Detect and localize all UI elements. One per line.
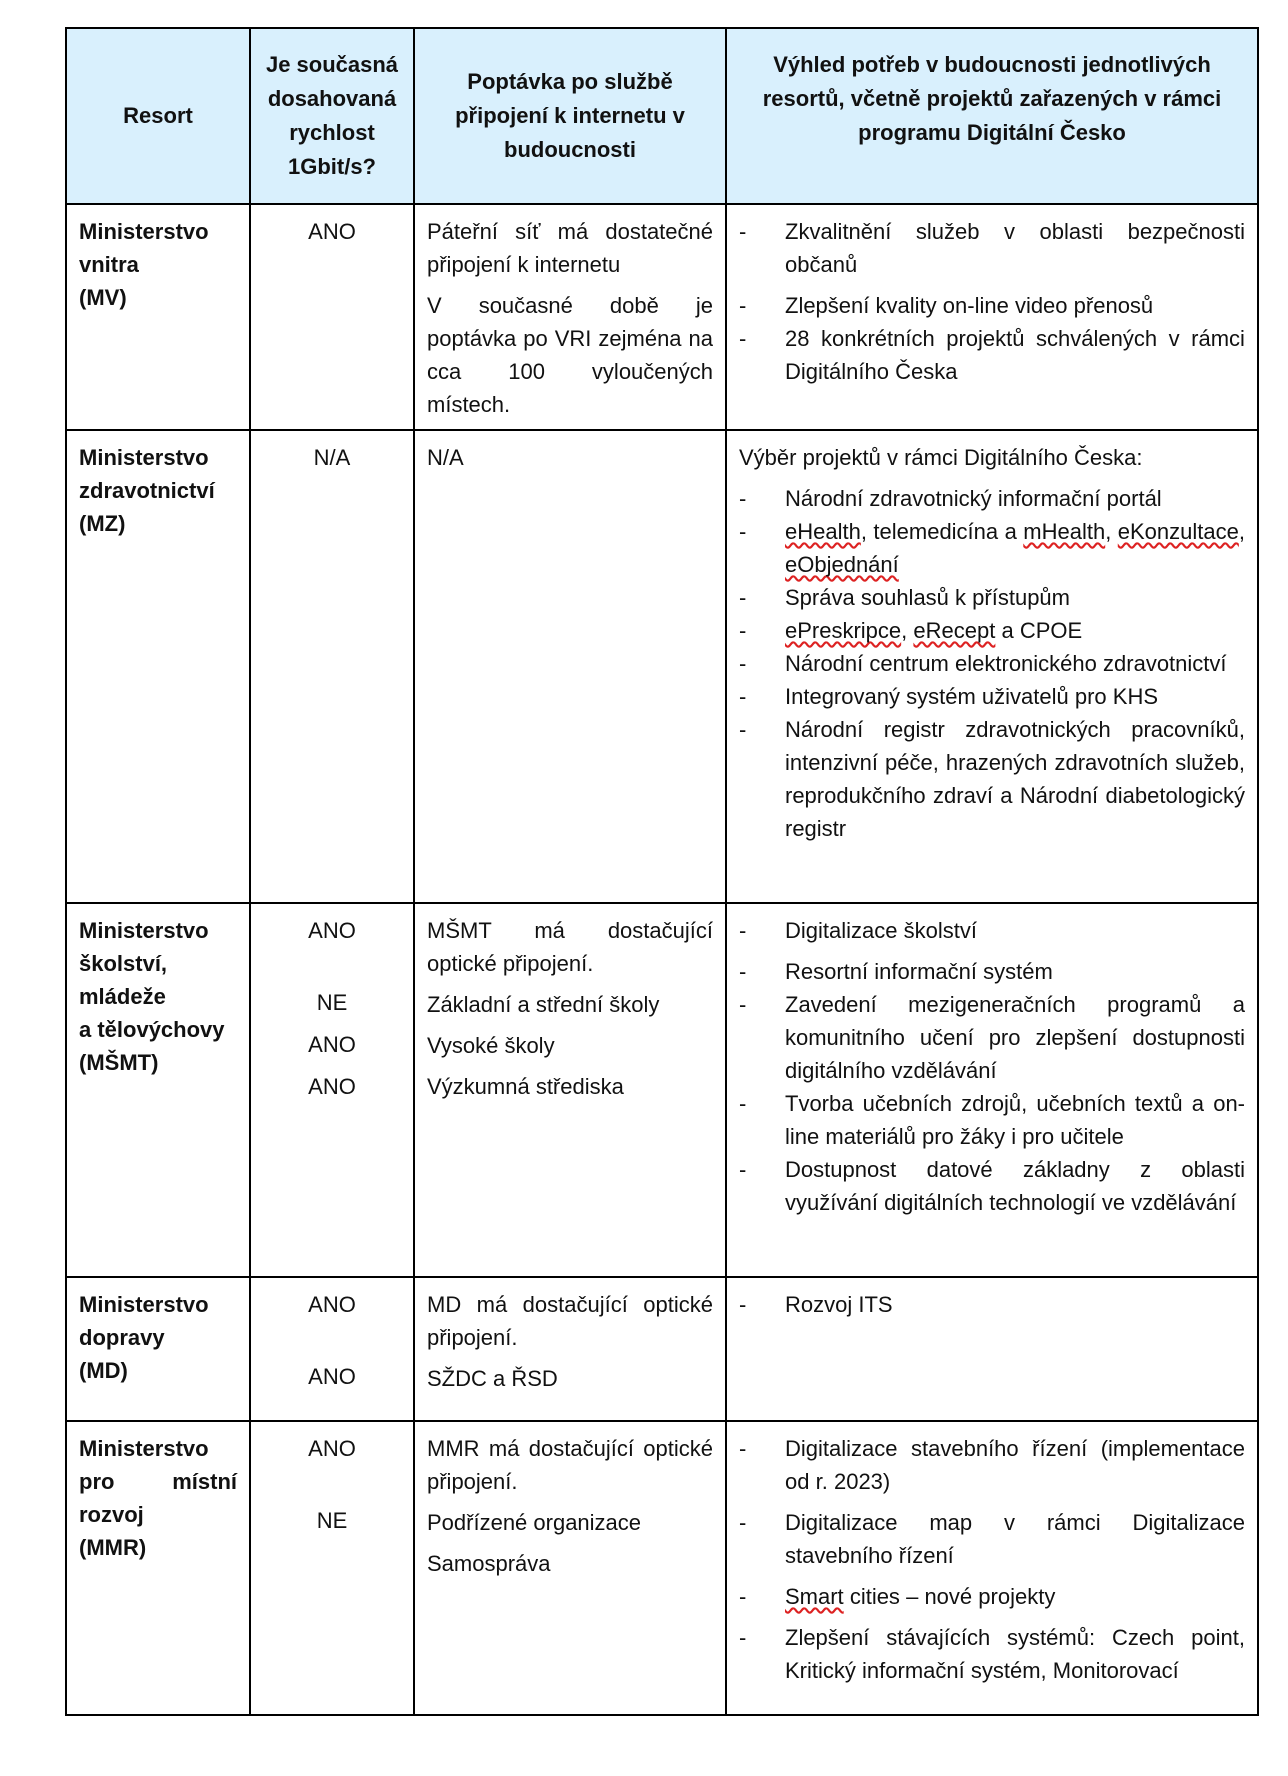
outlook-item-text: Zlepšení stávajících systémů: Czech point, Kritický informační systém, Monitorovací [785, 1625, 1245, 1683]
resort-cell [66, 903, 250, 1277]
spellcheck-mark: eKonzultace [1117, 519, 1239, 544]
resort-name-line: (MŠMT) [79, 1050, 159, 1075]
demand-cell [414, 1421, 726, 1715]
resort-name-line: Ministerstvo [79, 219, 209, 244]
list-item [739, 322, 1245, 388]
list-item [739, 614, 1245, 647]
ministries-table [65, 27, 1259, 1716]
dash-bullet-icon: - [739, 992, 747, 1017]
outlook-item-text: Národní zdravotnický informační portál [785, 486, 1162, 511]
header-demand: Poptávka po službě připojení k internetu v budoucnosti [414, 28, 726, 204]
demand-text: MD má dostačující optické připojení. [427, 1292, 713, 1350]
resort-name-line: mládeže [79, 984, 166, 1009]
dash-bullet-icon: - [739, 1292, 747, 1317]
speed-value: NE [316, 1508, 348, 1533]
demand-text: Podřízené organizace [427, 1510, 642, 1535]
outlook-item-text: Digitalizace školství [785, 918, 977, 943]
list-item [739, 1087, 1245, 1153]
speed-value: ANO [308, 219, 356, 244]
dash-bullet-icon: - [739, 918, 747, 943]
list-item [739, 1288, 1245, 1321]
outlook-intro: Výběr projektů v rámci Digitálního Česka: [739, 445, 1143, 470]
outlook-list [739, 914, 1245, 1219]
demand-text: MMR má dostačující optické připojení. [427, 1436, 713, 1494]
outlook-item-text: Resortní informační systém [785, 959, 1053, 984]
spellcheck-mark: Smart [785, 1584, 844, 1609]
outlook-list [739, 482, 1245, 845]
outlook-list [739, 215, 1245, 388]
dash-bullet-icon: - [739, 959, 747, 984]
list-item [739, 713, 1245, 845]
speed-value: ANO [308, 1292, 356, 1317]
outlook-item-text: Digitalizace map v rámci Digitalizace stavebního řízení [785, 1510, 1245, 1568]
resort-name-line: a tělovýchovy [79, 1017, 225, 1042]
outlook-cell [726, 204, 1258, 430]
dash-bullet-icon: - [739, 519, 747, 544]
dash-bullet-icon: - [739, 1091, 747, 1116]
speed-cell [250, 204, 414, 430]
outlook-item-text: Zavedení mezigeneračních programů a komunitního učení pro zlepšení dostupnosti digitálního vzdělávání [785, 992, 1245, 1083]
outlook-item-text: Národní registr zdravotnických pracovníků, intenzivní péče, hrazených zdravotních služeb, reprodukčního zdraví a Národní diabetologický registr [785, 717, 1245, 841]
demand-text: MŠMT má dostačující optické připojení. [427, 918, 713, 976]
dash-bullet-icon: - [739, 1157, 747, 1182]
resort-name-line: Ministerstvo [79, 1436, 209, 1461]
outlook-item-text: Smart cities – nové projekty [785, 1584, 1056, 1609]
demand-cell [414, 1277, 726, 1421]
spellcheck-mark: eRecept [913, 618, 996, 643]
resort-name-line: Ministerstvo [79, 445, 209, 470]
speed-cell [250, 1421, 414, 1715]
resort-name-line: Ministerstvo [79, 1292, 209, 1317]
list-item [739, 289, 1245, 322]
list-item [739, 955, 1245, 988]
dash-bullet-icon: - [739, 293, 747, 318]
speed-value: NE [316, 990, 348, 1015]
resort-name-line: (MD) [79, 1358, 128, 1383]
outlook-item-text: Integrovaný systém uživatelů pro KHS [785, 684, 1159, 709]
list-item [739, 515, 1245, 581]
resort-cell [66, 1277, 250, 1421]
speed-value: ANO [308, 1436, 356, 1461]
demand-text: Vysoké školy [427, 1033, 555, 1058]
table-row [66, 903, 1258, 1277]
demand-text: Páteřní síť má dostatečné připojení k internetu [427, 219, 713, 277]
header-speed: Je současná dosahovaná rychlost 1Gbit/s? [250, 28, 414, 204]
demand-cell [414, 903, 726, 1277]
spellcheck-mark: eObjednání [785, 552, 899, 577]
dash-bullet-icon: - [739, 618, 747, 643]
resort-name-line: vnitra [79, 252, 139, 277]
dash-bullet-icon: - [739, 585, 747, 610]
dash-bullet-icon: - [739, 1510, 747, 1535]
speed-cell [250, 903, 414, 1277]
resort-name-line: (MMR) [79, 1535, 147, 1560]
table-row [66, 1421, 1258, 1715]
dash-bullet-icon: - [739, 1625, 747, 1650]
outlook-item-text: Národní centrum elektronického zdravotnictví [785, 651, 1227, 676]
demand-text: Výzkumná střediska [427, 1074, 624, 1099]
list-item [739, 482, 1245, 515]
speed-cell [250, 430, 414, 903]
speed-value: ANO [308, 918, 356, 943]
dash-bullet-icon: - [739, 684, 747, 709]
resort-name-line: dopravy [79, 1325, 165, 1350]
resort-name-line: zdravotnictví [79, 478, 215, 503]
speed-value: ANO [308, 1032, 356, 1057]
speed-cell [250, 1277, 414, 1421]
resort-name-line: rozvoj [79, 1502, 144, 1527]
spellcheck-mark: eHealth [785, 519, 861, 544]
demand-text: Samospráva [427, 1551, 551, 1576]
dash-bullet-icon: - [739, 1436, 747, 1461]
list-item [739, 680, 1245, 713]
resort-cell [66, 430, 250, 903]
outlook-item-text: 28 konkrétních projektů schválených v rámci Digitálního Česka [785, 326, 1245, 384]
demand-cell [414, 204, 726, 430]
resort-name-line: (MV) [79, 285, 127, 310]
list-item [739, 1432, 1245, 1498]
outlook-item-text: Digitalizace stavebního řízení (implementace od r. 2023) [785, 1436, 1245, 1494]
outlook-list [739, 1288, 1245, 1321]
list-item [739, 1153, 1245, 1219]
list-item [739, 215, 1245, 281]
dash-bullet-icon: - [739, 326, 747, 351]
spellcheck-mark: mHealth [1023, 519, 1106, 544]
dash-bullet-icon: - [739, 717, 747, 742]
demand-text: SŽDC a ŘSD [427, 1366, 558, 1391]
resort-cell [66, 204, 250, 430]
list-item [739, 1506, 1245, 1572]
list-item [739, 988, 1245, 1087]
speed-value: N/A [313, 445, 351, 470]
table-row [66, 204, 1258, 430]
list-item [739, 581, 1245, 614]
spellcheck-mark: ePreskripce [785, 618, 902, 643]
list-item [739, 1580, 1245, 1613]
demand-text: V současné době je poptávka po VRI zejména na cca 100 vyloučených místech. [427, 293, 713, 417]
outlook-cell [726, 1421, 1258, 1715]
outlook-cell [726, 430, 1258, 903]
outlook-cell [726, 1277, 1258, 1421]
list-item [739, 1621, 1245, 1687]
outlook-item-text: Tvorba učebních zdrojů, učebních textů a on-line materiálů pro žáky i pro učitele [785, 1091, 1245, 1149]
outlook-item-text: Rozvoj ITS [785, 1292, 893, 1317]
header-row [66, 28, 1258, 204]
dash-bullet-icon: - [739, 1584, 747, 1609]
dash-bullet-icon: - [739, 486, 747, 511]
demand-text: N/A [427, 445, 464, 470]
outlook-item-text: ePreskripce, eRecept a CPOE [785, 618, 1083, 643]
outlook-item-text: eHealth, telemedicína a mHealth, eKonzultace, eObjednání [785, 519, 1245, 577]
resort-name-line: školství, [79, 951, 168, 976]
demand-cell [414, 430, 726, 903]
table-row [66, 1277, 1258, 1421]
outlook-item-text: Správa souhlasů k přístupům [785, 585, 1070, 610]
list-item [739, 647, 1245, 680]
outlook-item-text: Zkvalitnění služeb v oblasti bezpečnosti občanů [785, 219, 1245, 277]
resort-name-line: Ministerstvo [79, 918, 209, 943]
outlook-item-text: Dostupnost datové základny z oblasti využívání digitálních technologií ve vzdělávání [785, 1157, 1245, 1215]
dash-bullet-icon: - [739, 651, 747, 676]
speed-value: ANO [308, 1074, 356, 1099]
resort-name-line: pro místní [79, 1469, 237, 1494]
dash-bullet-icon: - [739, 219, 747, 244]
header-resort: Resort [66, 28, 250, 204]
outlook-item-text: Zlepšení kvality on-line video přenosů [785, 293, 1154, 318]
list-item [739, 914, 1245, 947]
resort-name-line: (MZ) [79, 511, 126, 536]
header-outlook: Výhled potřeb v budoucnosti jednotlivých resortů, včetně projektů zařazených v rámci programu Digitální Česko [726, 28, 1258, 204]
resort-cell [66, 1421, 250, 1715]
outlook-cell [726, 903, 1258, 1277]
demand-text: Základní a střední školy [427, 992, 660, 1017]
outlook-list [739, 1432, 1245, 1687]
speed-value: ANO [308, 1364, 356, 1389]
table-row [66, 430, 1258, 903]
